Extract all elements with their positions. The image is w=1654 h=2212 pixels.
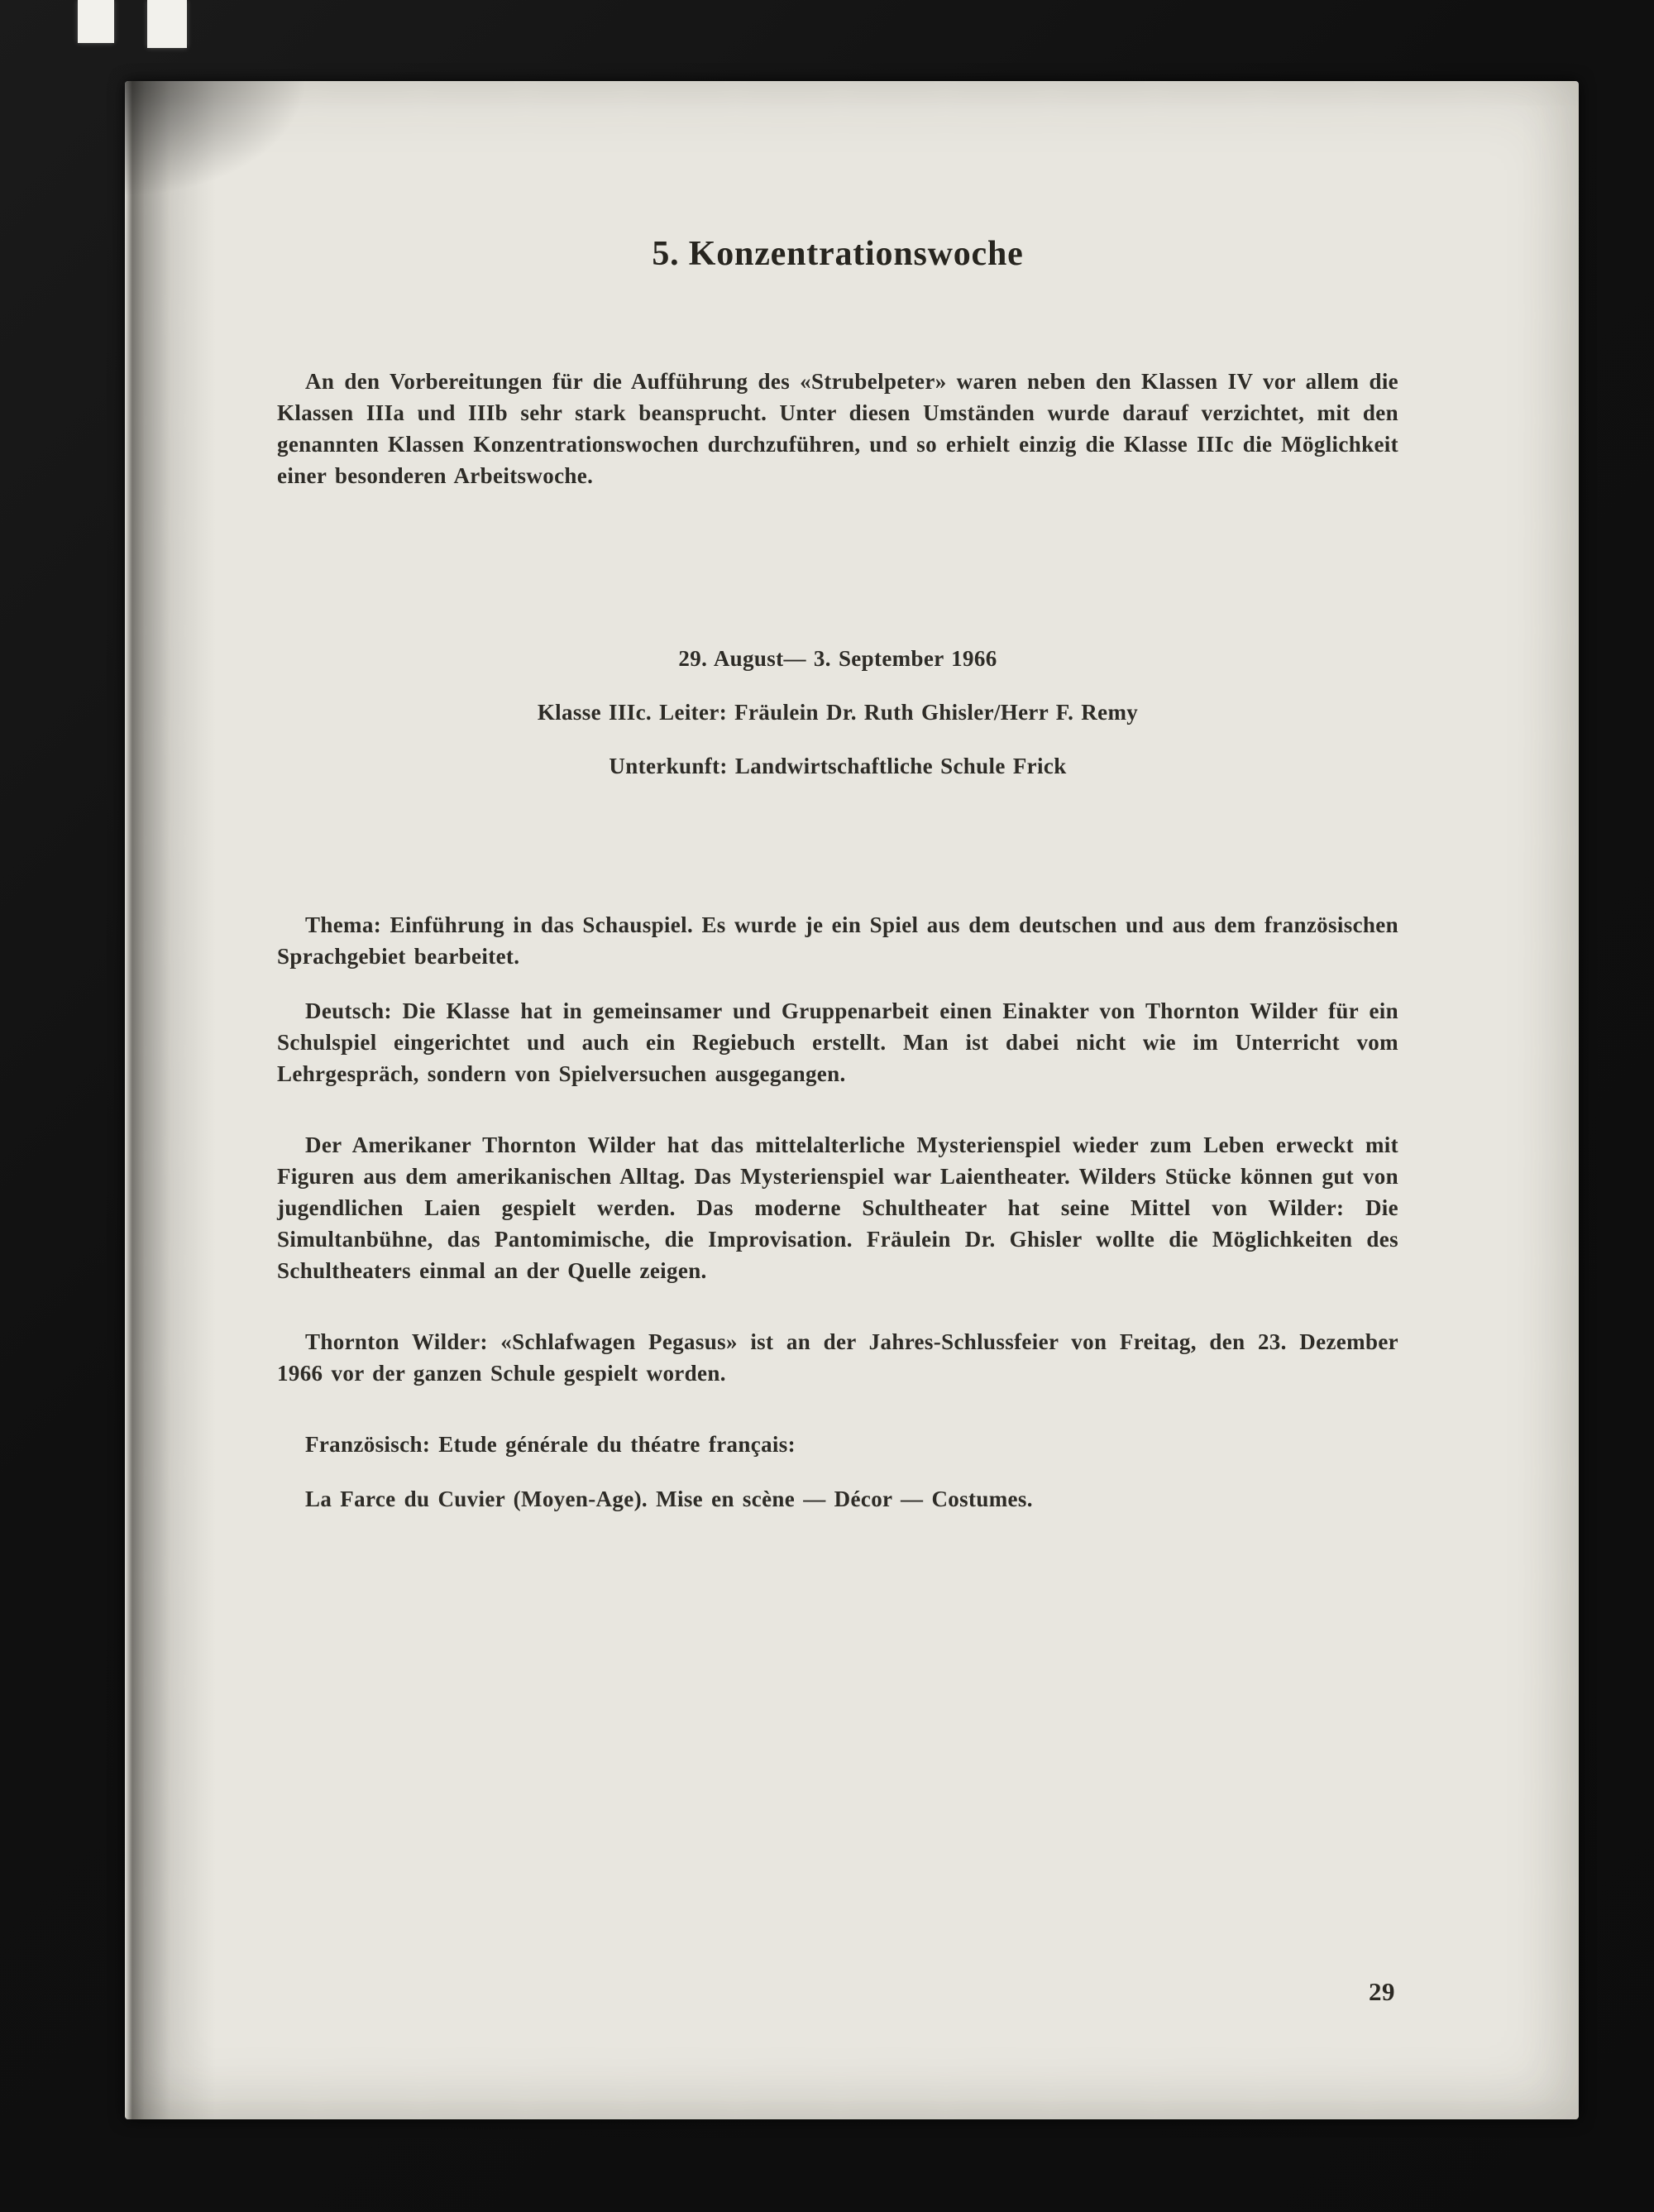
page-number: 29 bbox=[1369, 1977, 1395, 2006]
body-text bbox=[277, 909, 1398, 1515]
page-content bbox=[125, 233, 1579, 1515]
paragraph-la-farce: La Farce du Cuvier (Moyen-Age). Mise en scène — Décor — Costumes. bbox=[305, 1487, 1033, 1511]
book-page bbox=[125, 81, 1579, 2119]
session-details bbox=[277, 632, 1398, 793]
paragraph-wilder-mysterienspiel: Der Amerikaner Thornton Wilder hat das mittelalterliche Mysterienspiel wieder zum Leben erweckt mit Figuren aus dem amerikanischen Alltag. Das Mysterienspiel war Laientheater. Wilders Stücke können gut von jugendlichen Laien gespielt werden. Das moderne Schultheater hat seine Mittel von Wilder: Die Simultanbühne, das Pantomimische, die Improvisation. Fräulein Dr. Ghisler wollte die Möglichkeiten des Schultheaters einmal an der Quelle zeigen. bbox=[277, 1132, 1398, 1283]
corner-shadow bbox=[125, 81, 307, 197]
intro-paragraph: An den Vorbereitungen für die Aufführung des «Strubelpeter» waren neben den Klassen IV vor allem die Klassen IIIa und IIIb sehr stark beansprucht. Unter diesen Umständen wurde darauf verzichtet, mit den genannten Klassen Konzentrationswochen durchzuführen, und so erhielt einzig die Klasse IIIc die Möglichkeit einer besonderen Arbeitswoche. bbox=[277, 369, 1398, 488]
paragraph-schlafwagen-pegasus: Thornton Wilder: «Schlafwagen Pegasus» ist an der Jahres-Schlussfeier von Freitag, den 23. Dezember 1966 vor der ganzen Schule gespielt worden. bbox=[277, 1329, 1398, 1386]
paragraph-franzoesisch: Französisch: Etude générale du théatre français: bbox=[305, 1432, 796, 1457]
accommodation-line: Unterkunft: Landwirtschaftliche Schule Frick bbox=[609, 754, 1067, 778]
paragraph-deutsch: Deutsch: Die Klasse hat in gemeinsamer und Gruppenarbeit einen Einakter von Thornton Wilder für ein Schulspiel eingerichtet und auch ein Regiebuch erstellt. Man ist dabei nicht wie im Unterricht vom Lehrgespräch, sondern von Spielversuchen ausgegangen. bbox=[277, 998, 1398, 1086]
film-edge-mark-left bbox=[78, 0, 114, 43]
paragraph-thema: Thema: Einführung in das Schauspiel. Es wurde je ein Spiel aus dem deutschen und aus dem französischen Sprachgebiet bearbeitet. bbox=[277, 912, 1398, 969]
class-leader-line: Klasse IIIc. Leiter: Fräulein Dr. Ruth Ghisler/Herr F. Remy bbox=[537, 700, 1139, 725]
film-edge-mark-right bbox=[147, 0, 187, 48]
date-range-line: 29. August— 3. September 1966 bbox=[678, 646, 997, 671]
section-title: 5. Konzentrationswoche bbox=[652, 235, 1024, 273]
